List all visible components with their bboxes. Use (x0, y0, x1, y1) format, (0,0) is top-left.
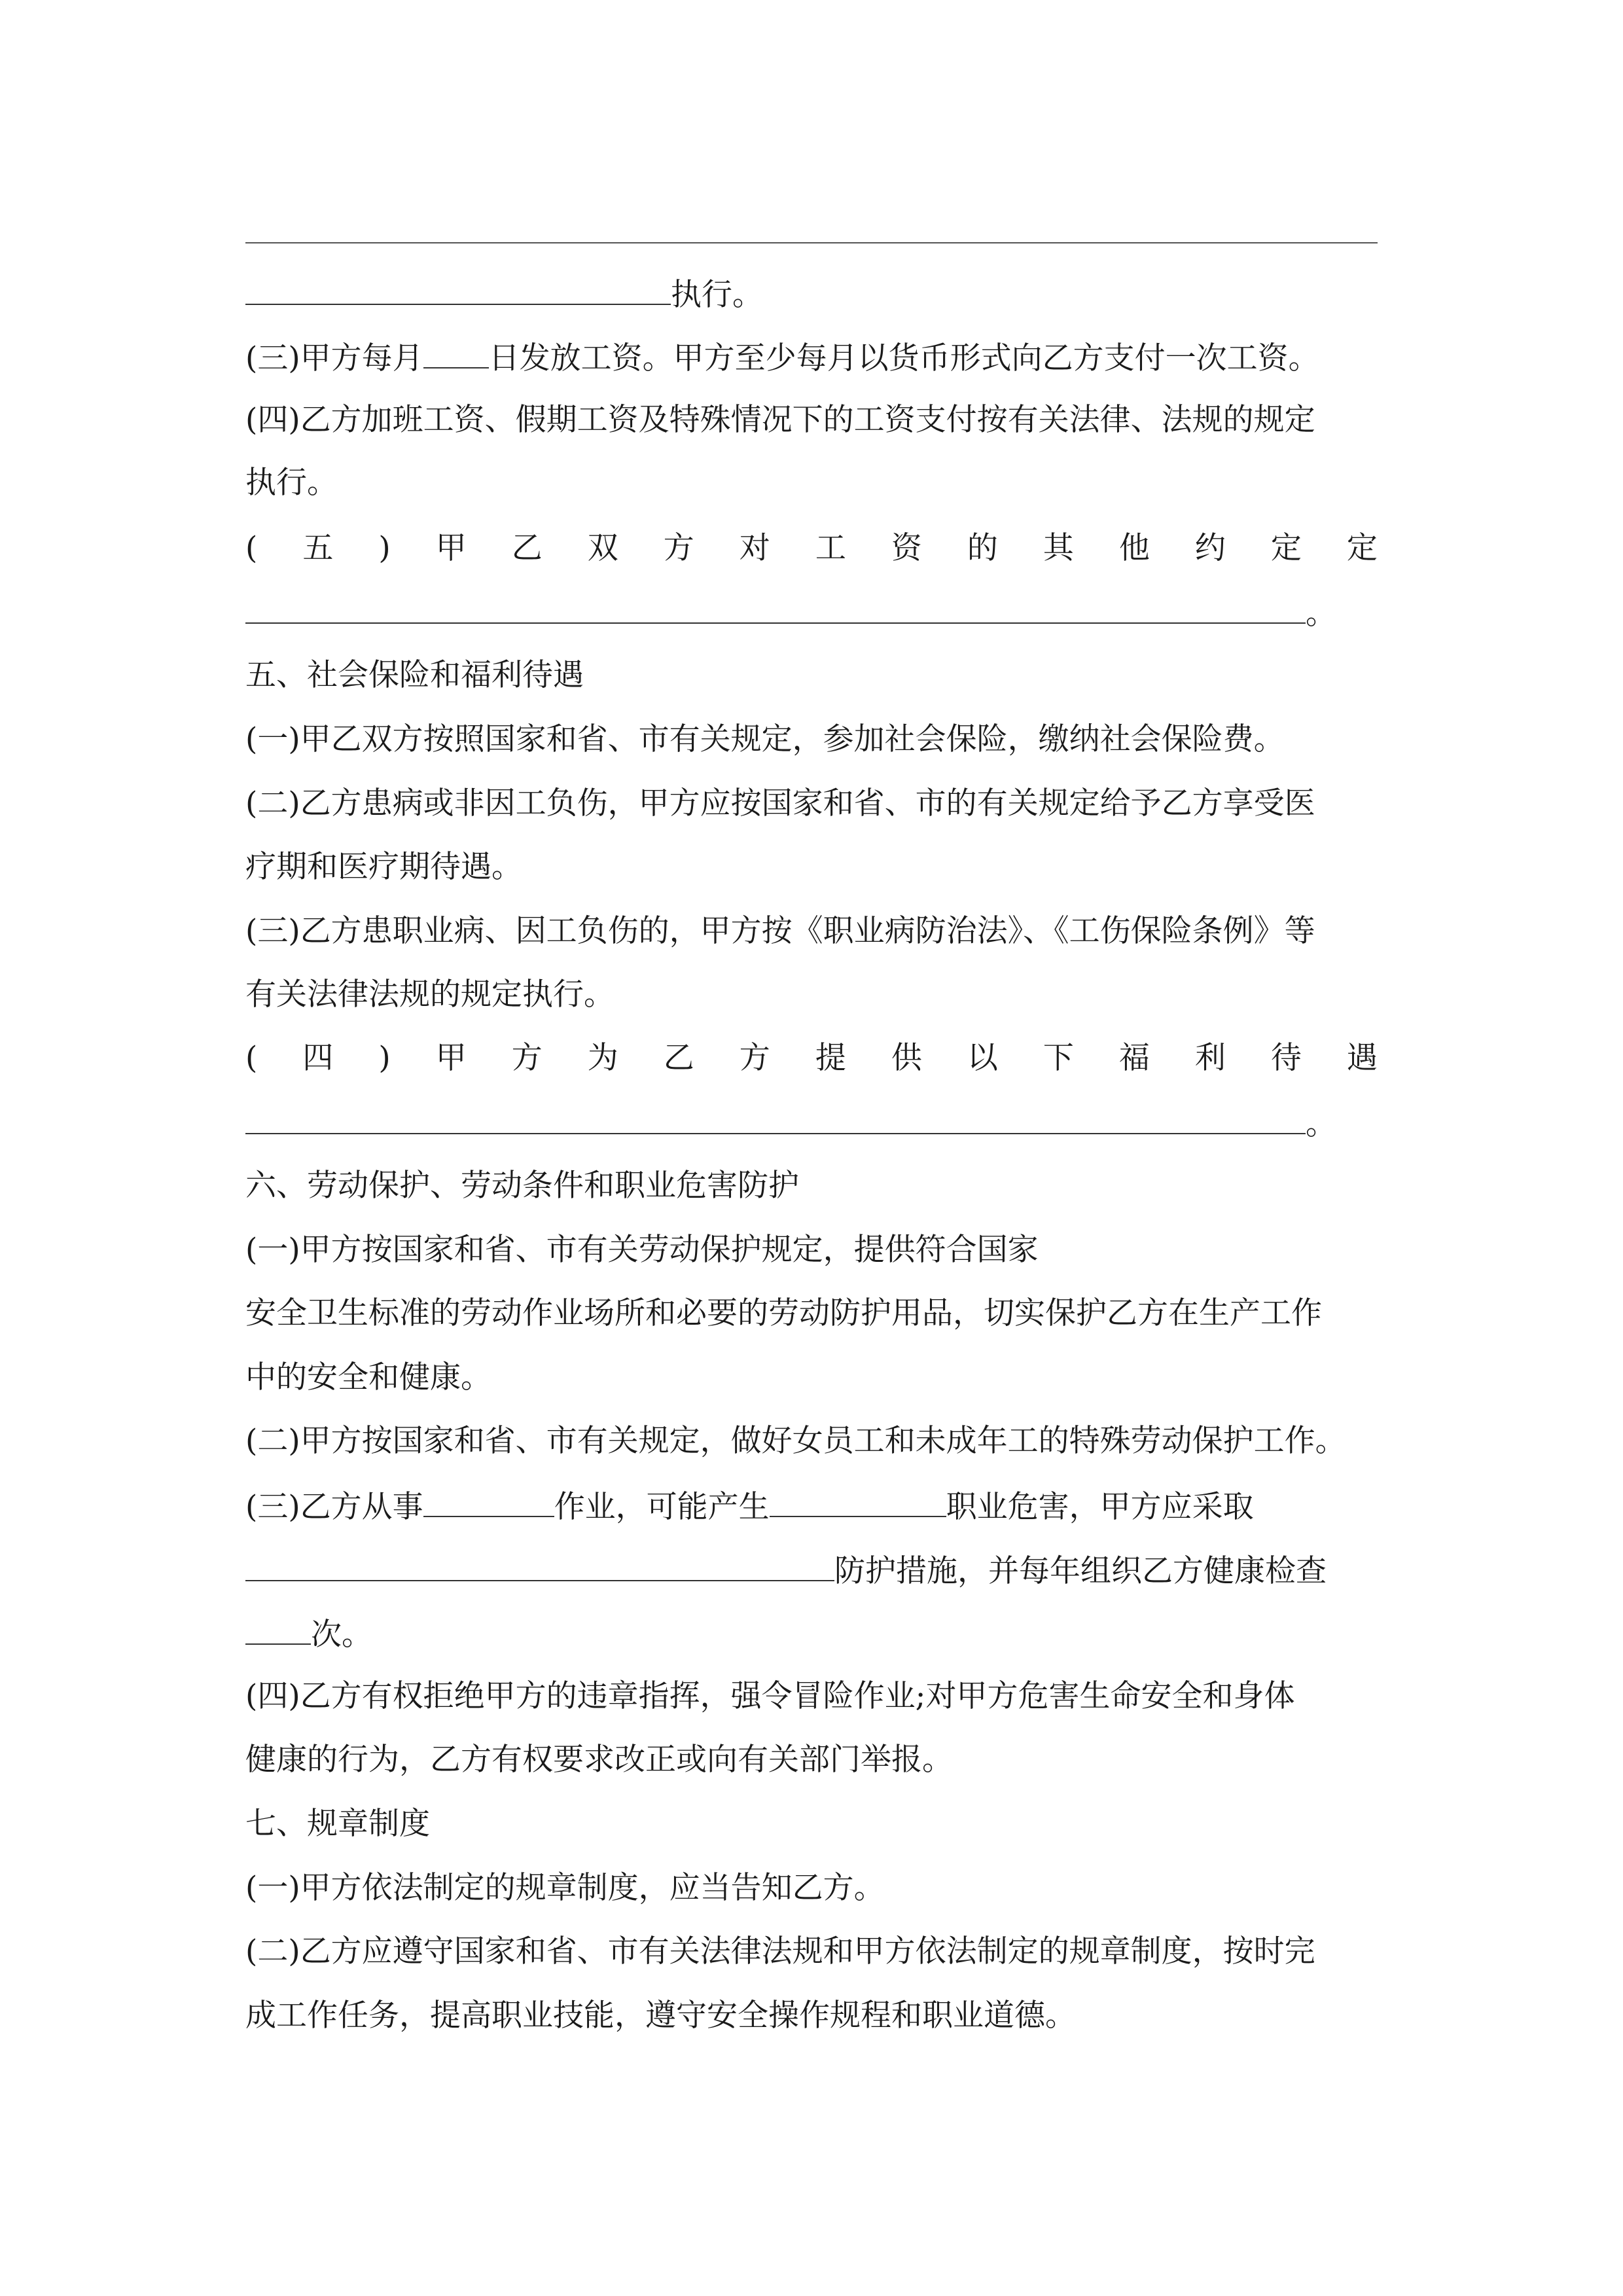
spaced-char: ) (378, 1040, 391, 1076)
text-line: 健康的行为，乙方有权要求改正或向有关部门举报。 (245, 1742, 953, 1778)
line-text: 作业，可能产生 (554, 1489, 770, 1525)
fill-in-blank (245, 1103, 1306, 1134)
spaced-char: ) (378, 530, 391, 566)
text-line: 中的安全和健康。 (245, 1359, 491, 1395)
spaced-char: 四 (302, 1040, 334, 1076)
spaced-char: 他 (1118, 530, 1150, 566)
spaced-char: 的 (967, 530, 998, 566)
text-line: (二)乙方应遵守国家和省、市有关法律法规和甲方依法制定的规章制度，按时完 (245, 1933, 1315, 1969)
line-text: (三)乙方从事 (245, 1489, 423, 1525)
text-line: (一)甲方按国家和省、市有关劳动保护规定，提供符合国家 (245, 1232, 1039, 1268)
spaced-char: 甲 (435, 530, 467, 566)
spaced-char: 定 (1270, 530, 1302, 566)
spaced-char: 双 (587, 530, 618, 566)
fill-in-blank (245, 592, 1306, 624)
justified-line (245, 529, 1378, 568)
text-line (245, 1103, 1378, 1142)
protection-blank (245, 1550, 834, 1581)
text-line: 成工作任务，提高职业技能，遵守安全操作规程和职业道德。 (245, 1998, 1076, 2034)
text-line: (一)甲乙双方按照国家和省、市有关规定，参加社会保险，缴纳社会保险费。 (245, 721, 1285, 757)
line-text: 日发放工资。甲方至少每月以货币形式向乙方支付一次工资。 (488, 340, 1319, 376)
fill-in-blank (245, 274, 671, 305)
text-line: (二)乙方患病或非因工负伤，甲方应按国家和省、市的有关规定给予乙方享受医 (245, 785, 1315, 821)
spaced-char: 其 (1043, 530, 1074, 566)
text-line (245, 1486, 1378, 1525)
justified-line (245, 1039, 1378, 1078)
fill-in-line (245, 242, 1378, 243)
text-line: 有关法律法规的规定执行。 (245, 977, 615, 1013)
spaced-char: 供 (891, 1040, 922, 1076)
spaced-char: 乙 (511, 530, 543, 566)
spaced-char: 下 (1043, 1040, 1074, 1076)
text-line: (四)乙方加班工资、假期工资及特殊情况下的工资支付按有关法律、法规的规定 (245, 402, 1315, 438)
spaced-char: 方 (511, 1040, 543, 1076)
line-text: 。 (1306, 1106, 1336, 1142)
spaced-char: 定 (1346, 530, 1378, 566)
spaced-char: 资 (891, 530, 922, 566)
spaced-char: ( (245, 1040, 258, 1076)
text-line (245, 274, 1378, 313)
spaced-char: 利 (1194, 1040, 1226, 1076)
spaced-char: 对 (739, 530, 770, 566)
section-heading: 七、规章制度 (245, 1806, 430, 1842)
text-line: (一)甲方依法制定的规章制度，应当告知乙方。 (245, 1870, 885, 1906)
spaced-char: 提 (815, 1040, 846, 1076)
text-line (245, 592, 1378, 632)
spaced-char: 方 (663, 530, 694, 566)
pay-day-blank (423, 337, 489, 368)
spaced-char: 遇 (1346, 1040, 1378, 1076)
text-line: 疗期和医疗期待遇。 (245, 849, 522, 885)
section-heading: 五、社会保险和福利待遇 (245, 657, 584, 693)
section-heading: 六、劳动保护、劳动条件和职业危害防护 (245, 1168, 799, 1204)
work-type-blank (423, 1486, 554, 1517)
hazard-blank (770, 1486, 946, 1517)
spaced-char: 待 (1270, 1040, 1302, 1076)
line-text: (三)甲方每月 (245, 340, 423, 376)
line-text: 职业危害，甲方应采取 (946, 1489, 1254, 1525)
line-text: 。 (1306, 596, 1336, 632)
spaced-char: 福 (1118, 1040, 1150, 1076)
text-line: 执行。 (245, 465, 338, 501)
line-text: 执行。 (671, 277, 763, 313)
spaced-char: 以 (967, 1040, 998, 1076)
spaced-char: 甲 (435, 1040, 467, 1076)
line-text: 次。 (311, 1617, 372, 1653)
checkup-count-blank (245, 1613, 311, 1645)
text-line (245, 337, 1378, 376)
text-line (245, 1550, 1378, 1589)
spaced-char: 乙 (663, 1040, 694, 1076)
text-line: (三)乙方患职业病、因工负伤的，甲方按《职业病防治法》、《工伤保险条例》等 (245, 913, 1315, 949)
spaced-char: 方 (739, 1040, 770, 1076)
text-line: 安全卫生标准的劳动作业场所和必要的劳动防护用品，切实保护乙方在生产工作 (245, 1295, 1322, 1331)
text-line: (四)乙方有权拒绝甲方的违章指挥，强令冒险作业;对甲方危害生命安全和身体 (245, 1678, 1295, 1714)
spaced-char: 为 (587, 1040, 618, 1076)
spaced-char: 五 (302, 530, 334, 566)
spaced-char: 约 (1194, 530, 1226, 566)
text-line (245, 1613, 1378, 1653)
spaced-char: ( (245, 530, 258, 566)
line-text: 防护措施，并每年组织乙方健康检查 (834, 1553, 1327, 1589)
text-line: (二)甲方按国家和省、市有关规定，做好女员工和未成年工的特殊劳动保护工作。 (245, 1423, 1346, 1459)
spaced-char: 工 (815, 530, 846, 566)
